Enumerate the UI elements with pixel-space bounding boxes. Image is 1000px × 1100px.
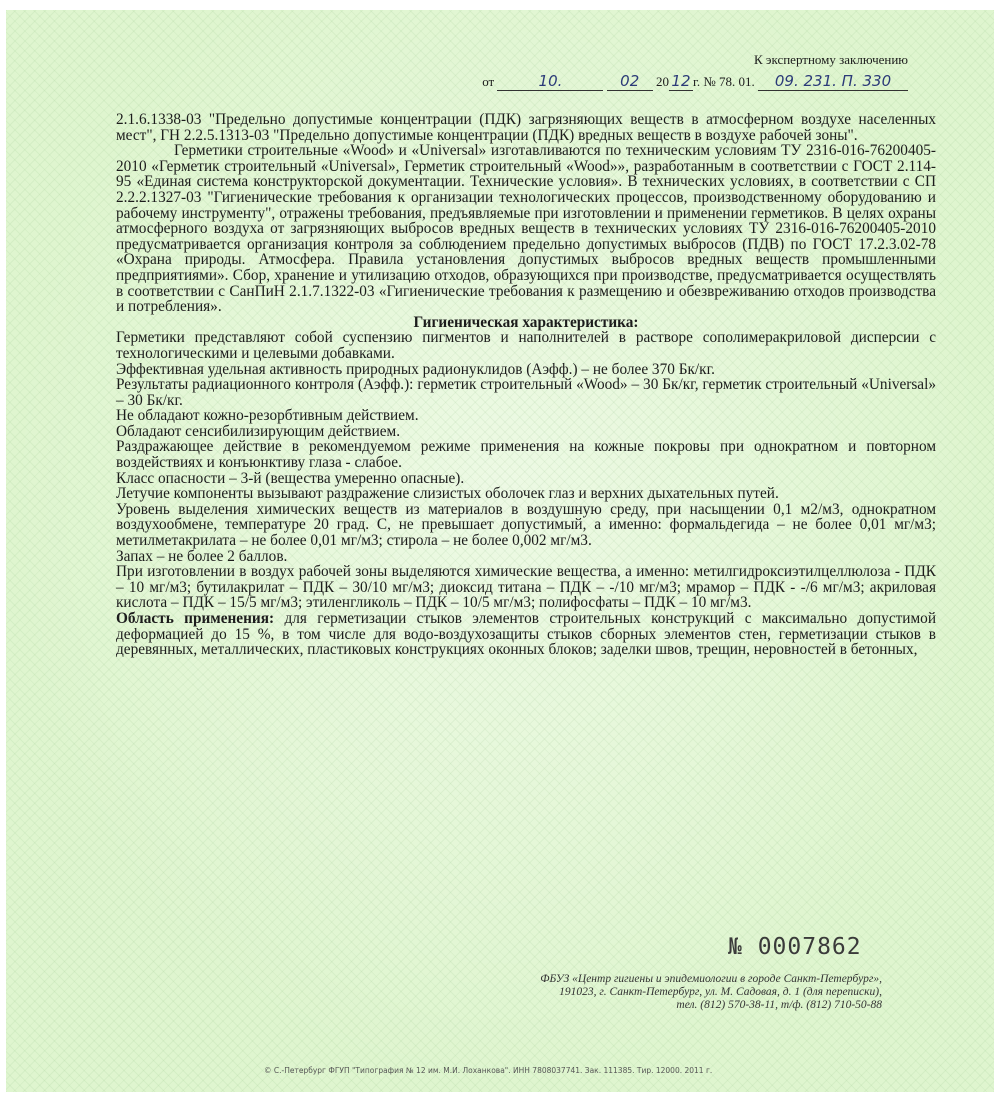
document-reference [482, 52, 908, 91]
org-name: ФБУЗ «Центр гигиены и эпидемиологии в городе Санкт-Петербург», [540, 973, 882, 985]
reference-line [482, 72, 908, 91]
reference-title: К экспертному заключению [753, 52, 908, 67]
org-phones: тел. (812) 570-38-11, т/ф. (812) 710-50-88 [676, 999, 882, 1011]
year-prefix: 20 [655, 74, 669, 89]
scope-text: для герметизации стыков элементов строительных конструкций с максимально допустимой деформацией до 15 %, в том числе для водо-воздухозащиты стыков сборных элементов стен, герметизации стыков в деревянных, металлических, пластиковых конструкциях оконных блоков; заделки швов, трещин, неровностей в бетонных, [116, 610, 936, 659]
application-scope [116, 611, 936, 658]
characteristic-item: Эффективная удельная активность природных радионуклидов (Аэфф.) – не более 370 Бк/кг. [116, 360, 715, 378]
characteristic-item: Запах – не более 2 баллов. [116, 547, 288, 565]
paragraph-norms: 2.1.6.1338-03 "Предельно допустимые концентрации (ПДК) загрязняющих веществ в атмосферном воздухе населенных мест", ГН 2.2.5.1313-03 "Предельно допустимые концентрации (ПДК) вредных веществ в воздухе рабочей зоны". [116, 111, 936, 144]
scope-label: Область применения: [116, 610, 275, 627]
document-body [116, 112, 936, 658]
from-label: от [482, 74, 495, 89]
certificate-sheet [6, 10, 994, 1092]
characteristic-item: Герметики представляют собой суспензию пигментов и наполнителей в растворе сополимеракриловой дисперсии с технологическими и целевыми добавками. [116, 329, 936, 362]
number-label: № 78. 01. [703, 74, 755, 89]
handwritten-number: 09. 231. П. 330 [758, 72, 908, 91]
characteristic-item: Раздражающее действие в рекомендуемом режиме применения на кожные покровы при однократном и повторном воздействиях и конъюнктиву глаза - слабое. [116, 438, 936, 472]
characteristic-item: Не обладают кожно-резорбтивным действием. [116, 407, 419, 425]
section-title: Гигиеническая характеристика: [413, 313, 639, 331]
serial-number: № 0007862 [728, 934, 862, 960]
characteristic-item: Результаты радиационного контроля (Аэфф.): герметик строительный «Wood» – 30 Бк/кг, герметик строительный «Universal» – 30 Бк/кг. [116, 376, 936, 409]
paragraph-technical-conditions: Герметики строительные «Wood» и «Universal» изготавливаются по техническим условиям ТУ 2316-016-76200405-2010 «Герметик строительный «Universal», Герметик строительный «Wood»», разработанным в соответствии с ГОСТ 2.114-95 «Единая система конструкторской документации. Технические условия». В технических условиях, в соответствии с СП 2.2.2.1327-03 "Гигиенические требования к организации технологических процессов, производственному оборудованию и рабочему инструменту", отражены требования, предъявляемые при изготовлении и применении герметиков. В целях охраны атмосферного воздуха от загрязняющих выбросов вредных веществ в технических условиях ТУ 2316-016-76200405-2010 предусматривается организация контроля за соблюдением предельно допустимых выбросов (ПДВ) по ГОСТ 17.2.3.02-78 «Охрана природы. Атмосфера. Правила установления допустимых выбросов вредных веществ промышленными предприятиями». Сбор, хранение и утилизацию отходов, образующихся при производстве, предусматривается осуществлять в соответствии с СанПиН 2.1.7.1322-03 «Гигиенические требования к размещению и обезвреживанию отходов производства и потребления». [116, 142, 936, 316]
handwritten-month: 02 [607, 72, 653, 91]
characteristic-item: Обладают сенсибилизирующим действием. [116, 422, 401, 440]
handwritten-day: 10. [497, 72, 603, 91]
printer-imprint: © С.-Петербург ФГУП "Типография № 12 им. М.И. Лоханкова". ИНН 7808037741. Зак. 111385. Тир. 12000. 2011 г. [264, 1066, 713, 1075]
year-unit: г. [692, 74, 701, 89]
characteristic-item: Летучие компоненты вызывают раздражение слизистых оболочек глаз и верхних дыхательных путей. [116, 485, 779, 503]
characteristic-item: Уровень выделения химических веществ из материалов в воздушную среду, при насыщении 0,1 м2/м3, однократном воздухообмене, температуре 20 град. С, не превышает допустимый, а именно: формальдегида – не более 0,01 мг/м3; метилметакрилата – не более 0,01 мг/м3; стирола – не более 0,002 мг/м3. [116, 500, 936, 550]
characteristic-item: Класс опасности – 3-й (вещества умеренно опасные). [116, 469, 465, 487]
org-address: 191023, г. Санкт-Петербург, ул. М. Садовая, д. 1 (для переписки), [559, 986, 882, 998]
handwritten-year: 12 [669, 72, 693, 91]
characteristic-item: При изготовлении в воздух рабочей зоны выделяются химические вещества, а именно: метилгидроксиэтилцеллюлоза - ПДК – 10 мг/м3; бутилакрилат – ПДК – 30/10 мг/м3; диоксид титана – ПДК – -/10 мг/м3; мрамор – ПДК - -/6 мг/м3; акриловая кислота – ПДК – 15/5 мг/м3; этиленгликоль – ПДК – 10/5 мг/м3; полифосфаты – ПДК – 10 мг/м3. [116, 563, 936, 612]
organization-address [540, 973, 882, 1012]
